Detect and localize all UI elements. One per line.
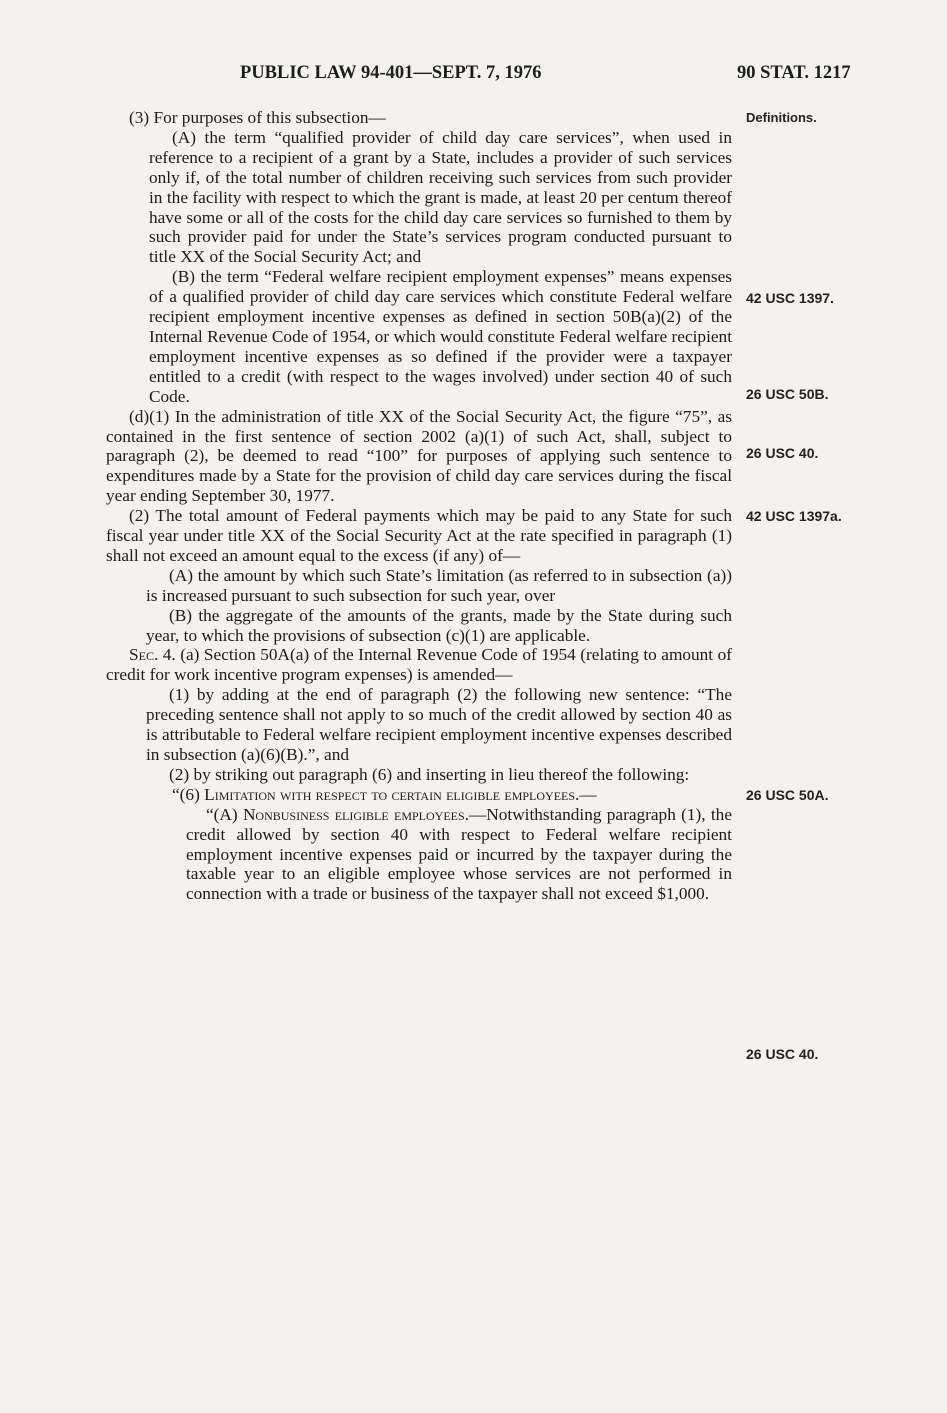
margin-note-definitions: Definitions. [746, 110, 817, 125]
paragraph-s4-2-text: (2) by striking out paragraph (6) and inserting in lieu thereof the following: [169, 764, 690, 784]
header-stat-page: 90 STAT. 1217 [737, 63, 851, 83]
body-text [106, 108, 732, 904]
paragraph-6a-text: Notwithstanding paragraph (1), the credit allowed by section 40 with respect to Federal welfare recipient employment incentive expenses paid or incurred by the taxpayer during the taxable year to an eligible employee whose services are not performed in connection with a trade or business of the taxpayer shall not exceed $1,000. [186, 804, 732, 904]
header-title: PUBLIC LAW 94-401—SEPT. 7, 1976 [240, 63, 542, 83]
margin-note-42usc1397a: 42 USC 1397a. [746, 508, 842, 524]
paragraph-3a [106, 128, 732, 267]
paragraph-d2a-text: (A) the amount by which such State’s limitation (as referred to in subsection (a)) is increased pursuant to such subsection for such year, over [146, 565, 732, 605]
paragraph-3b-text: (B) the term “Federal welfare recipient employment expenses” means expenses of a qualified provider of child day care services which constitute Federal welfare recipient employment incentive expenses as defined in section 50B(a)(2) of the Internal Revenue Code of 1954, or which would constitute Federal welfare recipient employment incentive expenses as so defined if the provider were a taxpayer entitled to a credit (with respect to the wages involved) under section 40 of such Code. [149, 267, 732, 406]
margin-note-26usc50a: 26 USC 50A. [746, 787, 829, 803]
paragraph-s4-1 [106, 685, 732, 765]
section-label: Sec. 4. [129, 645, 176, 665]
paragraph-d2a [106, 566, 732, 606]
paragraph-6-heading: “(6) Limitation with respect to certain eligible employees.— [172, 784, 597, 804]
paragraph-s4-2 [106, 765, 732, 785]
paragraph-3b [106, 267, 732, 406]
margin-note-26usc40-second: 26 USC 40. [746, 1046, 819, 1062]
paragraph-3: (3) For purposes of this subsection— [129, 108, 386, 127]
paragraph-s4-1-text: (1) by adding at the end of paragraph (2) the following new sentence: “The preceding sentence shall not apply to so much of the credit allowed by section 40 as is attributable to Federal welfare recipient employment incentive expenses described in subsection (a)(6)(B).”, and [146, 685, 732, 764]
margin-note-26usc40: 26 USC 40. [746, 445, 819, 461]
paragraph-3a-text: (A) the term “qualified provider of child day care services”, when used in reference to a recipient of a grant by a State, includes a provider of such services only if, of the total number of children receiving such services from such provider in the facility with respect to which the grant is made, at least 20 per centum thereof have some or all of the costs for the child day care services so furnished to them by such provider paid for under the State’s services program conducted pursuant to title XX of the Social Security Act; and [149, 127, 732, 267]
page-header [0, 63, 947, 87]
paragraph-6a-heading: “(A) Nonbusiness eligible employees.— [206, 804, 487, 824]
margin-note-42usc1397: 42 USC 1397. [746, 290, 834, 306]
paragraph-d2b [106, 606, 732, 646]
paragraph-d1: (d)(1) In the administration of title XX of the Social Security Act, the figure “75”, as contained in the first sentence of section 2002 (a)(1) of such Act, shall, subject to paragraph (2), be deemed to read “100” for purposes of applying such sentence to expenditures made by a State for the provision of child day care services during the fiscal year ending September 30, 1977. [106, 406, 732, 506]
section-4-text: (a) Section 50A(a) of the Internal Revenue Code of 1954 (relating to amount of credit for work incentive program expenses) is amended— [106, 645, 733, 685]
section-4 [106, 645, 732, 685]
paragraph-d2b-text: (B) the aggregate of the amounts of the grants, made by the State during such year, to which the provisions of subsection (c)(1) are applicable. [146, 605, 732, 645]
paragraph-6a [106, 805, 732, 905]
margin-note-26usc50b: 26 USC 50B. [746, 386, 829, 402]
paragraph-d2: (2) The total amount of Federal payments which may be paid to any State for such fiscal year under title XX of the Social Security Act at the rate specified in paragraph (1) shall not exceed an amount equal to the excess (if any) of— [106, 506, 732, 565]
